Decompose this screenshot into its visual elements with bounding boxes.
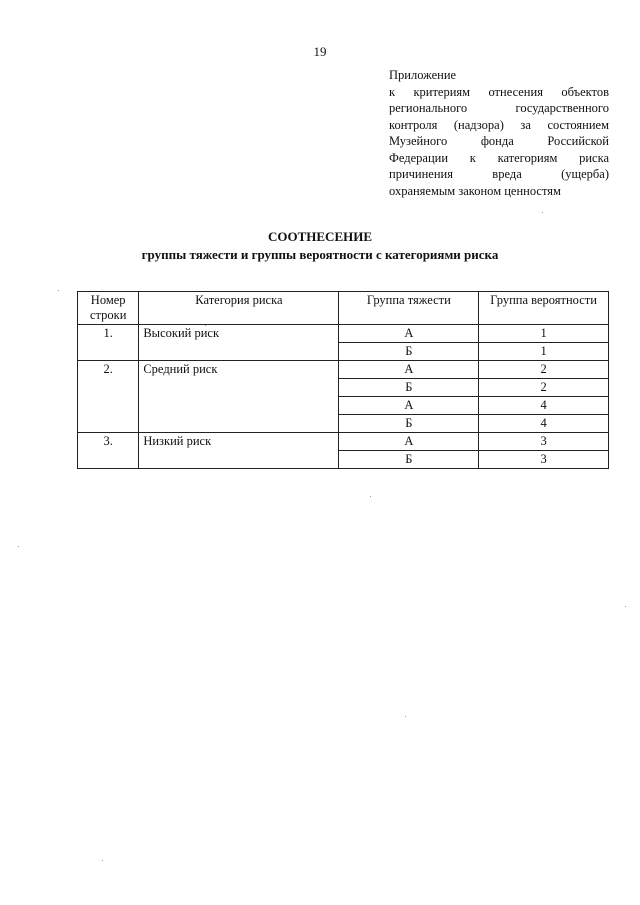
severity-cell: Б bbox=[339, 415, 479, 433]
appendix-line: регионального государственного bbox=[389, 101, 609, 115]
scan-speck bbox=[18, 546, 19, 547]
title-main: СООТНЕСЕНИЕ bbox=[267, 229, 373, 244]
probability-cell: 3 bbox=[479, 433, 609, 451]
severity-cell: Б bbox=[339, 451, 479, 469]
page-number: 19 bbox=[313, 44, 327, 59]
probability-cell: 2 bbox=[479, 361, 609, 379]
scan-speck bbox=[405, 716, 406, 717]
table-row bbox=[78, 361, 609, 379]
appendix-line: Музейного фонда Российской bbox=[389, 134, 609, 148]
probability-cell: 4 bbox=[479, 397, 609, 415]
title-subtitle: группы тяжести и группы вероятности с категориями риска bbox=[141, 247, 499, 262]
row-number: 2. bbox=[78, 361, 139, 433]
probability-cell: 1 bbox=[479, 343, 609, 361]
header-category: Категория риска bbox=[139, 292, 339, 325]
severity-cell: Б bbox=[339, 343, 479, 361]
header-probability: Группа вероятности bbox=[479, 292, 609, 325]
severity-cell: А bbox=[339, 325, 479, 343]
severity-cell: А bbox=[339, 361, 479, 379]
header-severity: Группа тяжести bbox=[339, 292, 479, 325]
appendix-line: контроля (надзора) за состоянием bbox=[389, 117, 609, 132]
scan-speck bbox=[370, 496, 371, 497]
row-category: Низкий риск bbox=[139, 433, 339, 469]
appendix-line: к критериям отнесения объектов bbox=[389, 84, 609, 99]
probability-cell: 1 bbox=[479, 325, 609, 343]
table-header-row bbox=[78, 292, 609, 325]
severity-cell: А bbox=[339, 397, 479, 415]
severity-cell: А bbox=[339, 433, 479, 451]
scan-speck bbox=[542, 212, 543, 213]
probability-cell: 2 bbox=[479, 379, 609, 397]
row-number: 3. bbox=[78, 433, 139, 469]
appendix-line: Федерации к категориям риска bbox=[389, 150, 609, 165]
document-title bbox=[0, 228, 640, 264]
scan-speck bbox=[625, 606, 626, 607]
appendix-line: Приложение bbox=[389, 68, 457, 82]
appendix-line: охраняемым законом ценностям bbox=[389, 183, 561, 198]
appendix-line: причинения вреда (ущерба) bbox=[389, 167, 609, 181]
scan-speck bbox=[205, 325, 206, 326]
row-number: 1. bbox=[78, 325, 139, 361]
risk-correlation-table bbox=[77, 291, 609, 469]
header-number: Номер строки bbox=[78, 292, 139, 325]
appendix-caption bbox=[389, 67, 609, 199]
table-row bbox=[78, 325, 609, 343]
scan-speck bbox=[102, 860, 103, 861]
severity-cell: Б bbox=[339, 379, 479, 397]
row-category: Средний риск bbox=[139, 361, 339, 433]
probability-cell: 4 bbox=[479, 415, 609, 433]
table-row bbox=[78, 433, 609, 451]
scan-speck bbox=[58, 290, 59, 291]
row-category: Высокий риск bbox=[139, 325, 339, 361]
probability-cell: 3 bbox=[479, 451, 609, 469]
